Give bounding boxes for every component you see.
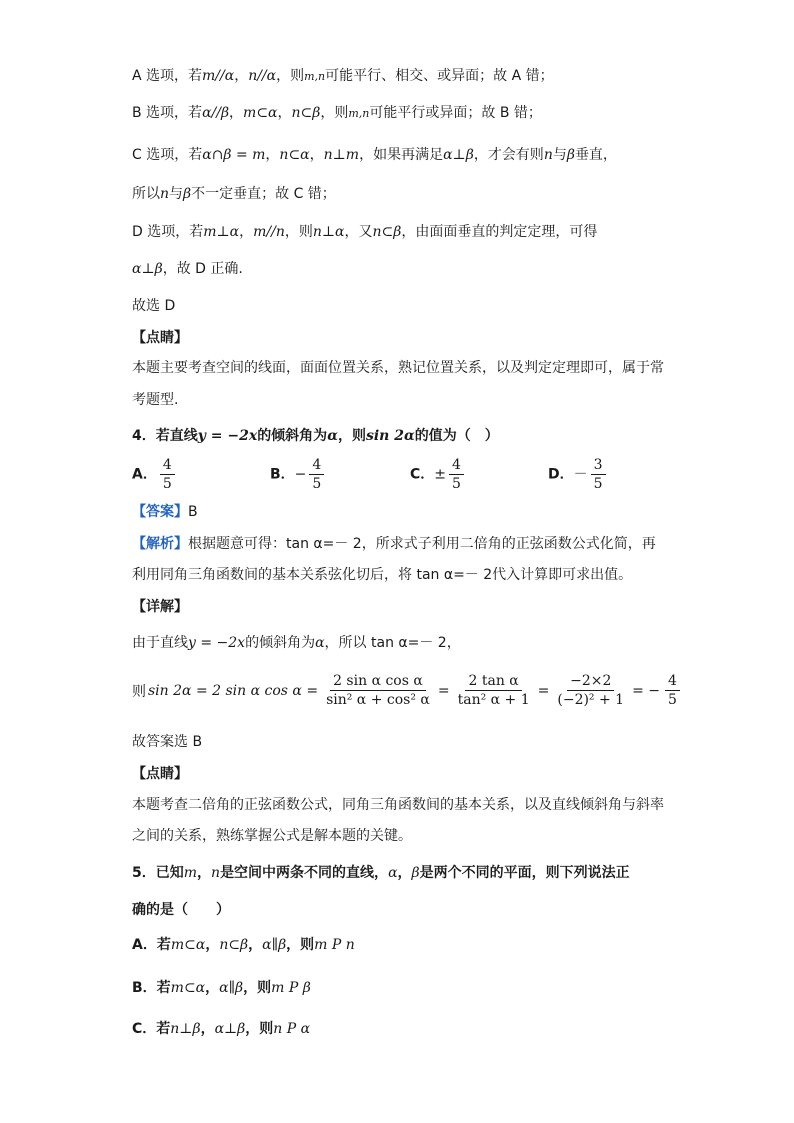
text: ， [248,937,263,953]
option-label: D． [548,466,574,483]
math: β [183,186,192,202]
q3-dianjing-text-2: 考题型. [132,392,179,408]
math: m,n [348,107,370,120]
text: 可能平行、相交、或异面；故 A 错； [325,68,554,84]
q5-stem-cont: 确的是（ ） [132,902,230,918]
q5-option-b [132,978,311,998]
math: n⊂β [291,105,321,121]
text: ， [277,105,292,121]
q3-dianjing-label: 【点睛】 [132,330,188,346]
q3-option-b-analysis [132,103,542,124]
text: 是两个不同的平面，则下列说法正 [419,865,630,881]
denominator: 5 [312,476,322,492]
math: n⊥m [323,147,360,163]
math: m⊂α [170,937,206,953]
denominator: 5 [593,476,603,492]
text: ，则 [276,68,305,84]
fraction [309,456,324,493]
text: 不一定垂直；故 C 错； [191,186,336,202]
text: 与 [169,186,184,202]
text: ，又 [344,224,373,240]
option-sign: − [294,466,307,483]
math: m⊥α [203,224,240,240]
q4-option-a [132,456,178,493]
text: 4．若直线 [132,428,198,444]
option-label: A． [132,466,157,483]
q4-equation [132,672,683,709]
math: = [537,682,550,699]
text: ， [229,105,244,121]
text: ，才会有则 [473,147,544,163]
math: α∥β [219,980,244,996]
denominator: 5 [452,476,461,492]
numerator: −2×2 [567,672,614,691]
math: sin 2α = 2 sin α cos α = [148,682,319,699]
option-label: B． [270,466,295,483]
text: 是空间中两条不同的直线， [220,865,389,881]
fraction [591,456,606,493]
text: ，则 [284,224,313,240]
math: sin 2α [365,428,415,444]
text: ，所以 tan α=－ 2， [324,635,461,651]
text: 的倾斜角为 [257,428,328,444]
math: y = −2x [197,428,258,444]
text: ，由面面垂直的判定定理，可得 [401,224,598,240]
q5-option-a [132,935,355,955]
math: n [160,186,170,202]
q3-option-c-analysis [132,145,617,165]
math: m//n [253,224,285,240]
fraction [665,672,680,709]
q4-option-b [270,456,327,493]
q4-stem [132,426,499,446]
option-label: C． [410,466,435,483]
q5-stem [132,863,630,883]
math: β [566,147,575,163]
q4-dianjing-text-2: 之间的关系，熟练掌握公式是解本题的关键。 [132,828,412,844]
text: ， [197,865,212,881]
answer-value: B [188,504,198,520]
math: = − [632,682,661,699]
q4-choice: 故答案选 B [132,734,203,750]
q4-answer [132,502,198,522]
math: α [315,635,325,651]
text: ， [309,147,324,163]
q4-dianjing-label: 【点睛】 [132,766,188,782]
text: C．若 [132,1021,171,1037]
fraction [554,672,627,709]
math: α [388,865,398,881]
math: m//α [202,68,235,84]
q4-jiexi-2: 利用同角三角函数间的基本关系弦化切后，将 tan α=－ 2代入计算即可求出值。 [132,567,633,583]
text: ， [239,224,254,240]
denominator: (−2)² + 1 [557,692,625,708]
q4-option-c [410,456,467,493]
denominator: sin² α + cos² α [326,692,430,708]
text: 由于直线 [132,635,188,651]
q4-jiexi-1 [132,534,656,554]
option-sign: － [573,466,588,483]
denominator: tan² α + 1 [457,692,530,708]
text: 则 [132,683,146,700]
fraction [160,456,175,493]
math: α⊥β [214,1021,246,1037]
q5-option-c [132,1019,310,1039]
text: ， [205,980,220,996]
text: ，故 D 正确. [162,261,243,277]
math: α [327,428,338,444]
math: = [437,682,450,699]
text: B 选项，若 [132,105,203,121]
math: n//α [248,68,277,84]
math: m [183,865,198,881]
math: n P α [273,1021,311,1037]
text: A 选项，若 [132,68,203,84]
math: n [543,147,553,163]
text: 的值为（ ） [414,428,499,444]
q4-dianjing-text-1: 本题考查二倍角的正弦函数公式，同角三角函数间的基本关系，以及直线倾斜角与斜率 [132,797,664,813]
q3-dianjing-text-1: 本题主要考查空间的线面，面面位置关系，熟记位置关系，以及判定定理即可，属于常 [132,360,664,376]
numerator: 2 sin α cos α [330,672,426,691]
text: B．若 [132,980,171,996]
text: C 选项，若 [132,147,203,163]
jiexi-label: 【解析】 [132,536,188,552]
numerator: 4 [309,456,324,475]
math: α⊥β [132,261,163,277]
q4-xiangjie-label: 【详解】 [132,599,188,615]
text: A．若 [132,937,171,953]
answer-label: 【答案】 [132,504,188,520]
math: n⊥α [312,224,345,240]
denominator: 5 [162,476,172,492]
text: ， [265,147,280,163]
fraction [455,672,533,709]
text: ，则 [243,980,272,996]
fraction [323,672,433,709]
text: 所以 [132,186,160,202]
denominator: 5 [668,692,677,708]
math: α⊥β [443,147,474,163]
numerator: 2 tan α [465,672,521,691]
math: y = −2x [188,635,246,651]
math: n⊥β [170,1021,201,1037]
text: ，如果再满足 [359,147,444,163]
option-sign: ± [434,466,447,483]
math: β [411,865,420,881]
q4-detail-line [132,633,461,653]
math: α∩β = m [202,147,266,163]
math: α∥β [262,937,287,953]
text: 的倾斜角为 [245,635,316,651]
text: 与 [552,147,567,163]
numerator: 4 [160,456,175,475]
text: ，则 [245,1021,274,1037]
math: m P β [271,980,311,996]
numerator: 4 [665,672,680,691]
text: 可能平行或异面；故 B 错； [369,105,542,121]
fraction [449,456,464,493]
q3-option-c-analysis-cont [132,184,336,204]
math: m⊂α [170,980,206,996]
text: ， [205,937,220,953]
q3-choice: 故选 D [132,298,176,314]
math: n⊂α [279,147,310,163]
text: ，则 [337,428,366,444]
q3-option-d-analysis-cont [132,259,243,279]
math: m⊂α [243,105,278,121]
math: m P n [314,937,355,953]
q4-option-d [548,456,609,493]
text: D 选项，若 [132,224,204,240]
math: n [211,865,221,881]
text: ， [200,1021,215,1037]
text: 垂直， [574,147,617,163]
math: α//β [202,105,230,121]
numerator: 3 [591,456,606,475]
math: n⊂β [372,224,402,240]
q3-option-a-analysis [132,66,554,87]
text: ，则 [286,937,315,953]
text: 根据题意可得：tan α=－ 2，所求式子利用二倍角的正弦函数公式化简，再 [188,536,656,552]
text: 5．已知 [132,865,184,881]
q3-option-d-analysis [132,222,597,242]
math: m,n [304,70,326,83]
math: n⊂β [219,937,249,953]
text: ， [234,68,249,84]
numerator: 4 [449,456,464,475]
text: ， [397,865,412,881]
text: ，则 [320,105,349,121]
